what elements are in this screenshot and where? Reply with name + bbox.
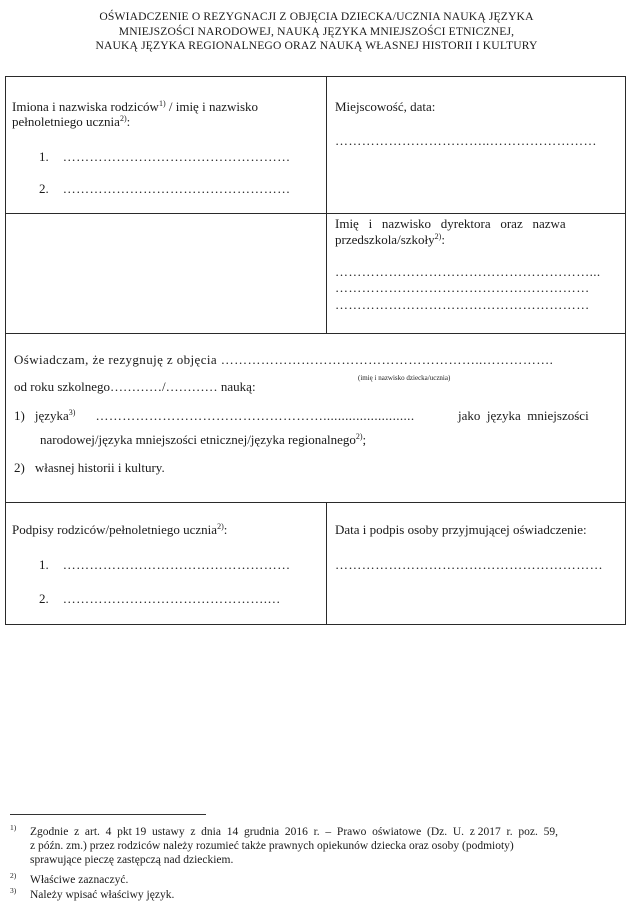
- place-date-cell: [327, 77, 626, 214]
- receiver-label: Data i podpis osoby przyjmującej oświadczenie:: [335, 522, 587, 537]
- director-field-2[interactable]: …………………………………………………: [335, 280, 590, 295]
- title-line-3: NAUKĄ JĘZYKA REGIONALNEGO ORAZ NAUKĄ WŁASNEJ HISTORII I KULTURY: [95, 39, 538, 53]
- receiver-cell: [327, 503, 626, 625]
- empty-cell: [6, 214, 327, 334]
- place-date-field[interactable]: ……………………………..……………………: [335, 133, 597, 148]
- language-option[interactable]: 1) języka$^{3)}$ …………………………………………….........................: [14, 408, 415, 423]
- parents-cell: [6, 77, 327, 214]
- document-title: [20, 10, 613, 54]
- director-field-3[interactable]: …………………………………………………: [335, 297, 590, 312]
- parents-label: Imiona i nazwiska rodziców$^{1)}$ / imię i nazwisko: [12, 99, 259, 114]
- title-line-2: MNIEJSZOŚCI NARODOWEJ, NAUKĄ JĘZYKA MNIEJSZOŚCI ETNICZNEJ,: [118, 24, 515, 38]
- declaration-form: [5, 76, 626, 625]
- director-label-2: przedszkola/szkoły$^{2)}$:: [335, 232, 445, 247]
- parent-1-field[interactable]: 1. ……………………………………………: [39, 149, 291, 164]
- language-option-line-2: narodowej/języka mniejszości etnicznej/języka regionalnego$^{2)}$;: [40, 432, 367, 447]
- title-line-1: OŚWIADCZENIE O REZYGNACJI Z OBJĘCIA DZIECKA/UCZNIA NAUKĄ JĘZYKA: [99, 10, 534, 23]
- parent-2-field[interactable]: 2. ……………………………………………: [39, 181, 291, 196]
- signatures-label: Podpisy rodziców/pełnoletniego ucznia$^{2)}$:: [12, 522, 228, 537]
- place-date-label: Miejscowość, data:: [335, 99, 436, 114]
- declaration-line-1[interactable]: Oświadczam, że rezygnuję z objęcia …………………………………………………..…………….: [14, 352, 554, 367]
- footnote-separator: [10, 814, 206, 815]
- child-name-hint: (imię i nazwisko dziecka/ucznia): [358, 374, 451, 382]
- language-option-suffix: jako języka mniejszości: [458, 408, 589, 423]
- signatures-cell: [6, 503, 327, 625]
- signature-1-field[interactable]: 1. ……………………………………………: [39, 557, 291, 572]
- declaration-cell: [6, 334, 626, 503]
- history-culture-option[interactable]: 2) własnej historii i kultury.: [14, 460, 165, 475]
- parents-label-2: pełnoletniego ucznia$^{2)}$:: [12, 114, 131, 129]
- director-cell: [327, 214, 626, 334]
- school-year-line[interactable]: od roku szkolnego…………/………… nauką:: [14, 379, 256, 394]
- director-label: Imię i nazwisko dyrektora oraz nazwa: [335, 216, 566, 231]
- receiver-field[interactable]: ……………………………………………………: [335, 557, 603, 572]
- director-field-1[interactable]: …………………………………………………...: [335, 264, 601, 279]
- signature-2-field[interactable]: 2. ……………………………………….…: [39, 591, 281, 606]
